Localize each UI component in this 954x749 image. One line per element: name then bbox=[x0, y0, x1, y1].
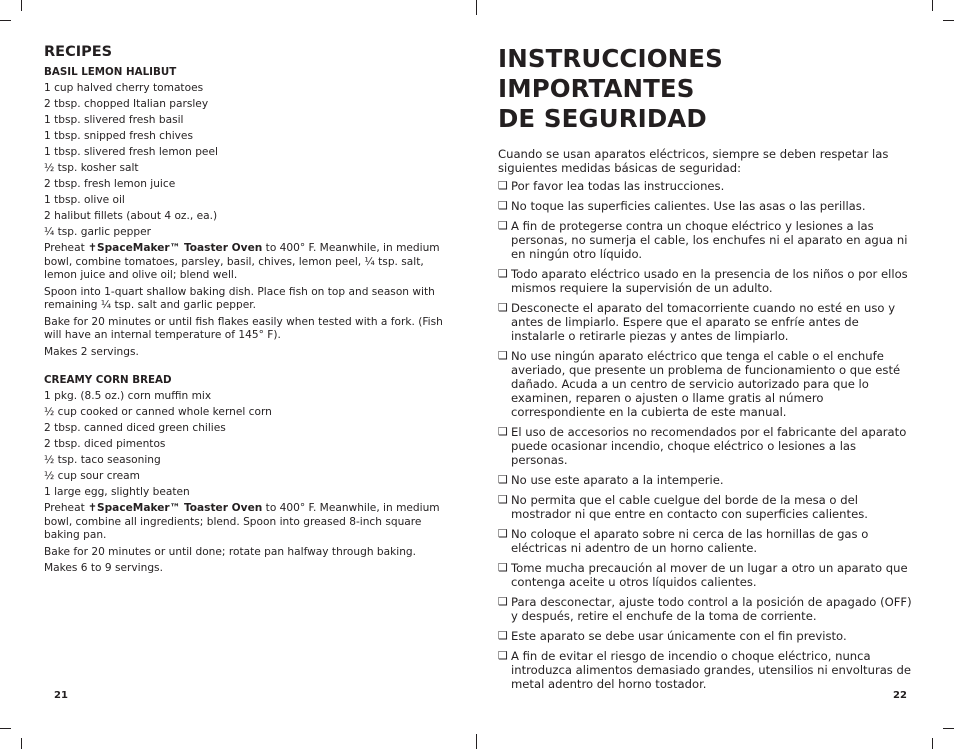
safety-item: ❑ No toque las superficies calientes. Use las asas o las perillas. bbox=[498, 199, 866, 213]
checkbox-icon: ❑ bbox=[498, 649, 508, 662]
title-line: DE SEGURIDAD bbox=[498, 104, 707, 133]
step-text: to 400° F. Meanwhile, in medium bowl, combine tomatoes, parsley, basil, chives, lemon peel, ¼ tsp. salt, lemon juice and olive oil; blend well. bbox=[44, 242, 440, 281]
safety-item: ❑ Todo aparato eléctrico usado en la presencia de los niños o por ellos mismos requiere la supervisión de un adulto. bbox=[498, 267, 908, 295]
instruction-step: Spoon into 1-quart shallow baking dish. Place fish on top and season with remaining ¼ tsp. salt and garlic pepper. bbox=[44, 285, 435, 311]
recipe-creamy-corn-bread bbox=[44, 372, 456, 576]
safety-item: ❑ A fin de protegerse contra un choque eléctrico y lesiones a las personas, no sumerja el cable, los enchufes ni el aparato en agua ni en ningún otro líquido. bbox=[498, 219, 908, 261]
safety-item: ❑ No use ningún aparato eléctrico que tenga el cable o el enchufe averiado, que presente un problema de funcionamiento o que esté dañado. Acuda a un centro de servicio autorizado para que lo examinen, reparen o ajusten o llame gratis al número correspondiente en la cubierta de este manual. bbox=[498, 349, 901, 419]
title-line: INSTRUCCIONES IMPORTANTES bbox=[498, 44, 723, 103]
ingredient-item: ½ cup sour cream bbox=[44, 470, 140, 482]
step-text: Preheat bbox=[44, 502, 89, 514]
checkbox-icon: ❑ bbox=[498, 561, 508, 574]
ingredient-item: 1 pkg. (8.5 oz.) corn muffin mix bbox=[44, 390, 212, 402]
crop-mark-bottom-right-h bbox=[943, 728, 954, 729]
crop-mark-top-right-v bbox=[932, 0, 933, 11]
ingredient-item: 2 halibut fillets (about 4 oz., ea.) bbox=[44, 210, 218, 222]
recipes-page bbox=[44, 42, 456, 579]
instruction-step bbox=[44, 242, 456, 283]
ingredient-item: 2 tbsp. diced pimentos bbox=[44, 438, 166, 450]
safety-item: ❑ Por favor lea todas las instrucciones. bbox=[498, 179, 725, 193]
crop-mark-bottom-right-v bbox=[932, 738, 933, 749]
crop-mark-top-left-v bbox=[21, 0, 22, 11]
checkbox-icon: ❑ bbox=[498, 179, 508, 192]
safety-item: ❑ A fin de evitar el riesgo de incendio o choque eléctrico, nunca introduzca alimentos demasiado grandes, utensilios ni envolturas de metal adentro del horno tostador. bbox=[498, 649, 912, 691]
ingredient-item: 1 tbsp. snipped fresh chives bbox=[44, 130, 193, 142]
safety-item: ❑ Desconecte el aparato del tomacorriente cuando no esté en uso y antes de limpiarlo. Espere que el aparato se enfríe antes de instalarle o retirarle piezas y antes de limpiarlo. bbox=[498, 301, 896, 343]
intro-text: Cuando se usan aparatos eléctricos, siempre se deben respetar las siguientes medidas básicas de seguridad: bbox=[498, 147, 889, 175]
step-text: to 400° F. Meanwhile, in medium bowl, combine all ingredients; blend. Spoon into greased 8-inch square baking pan. bbox=[44, 502, 440, 541]
checkbox-icon: ❑ bbox=[498, 199, 508, 212]
checkbox-icon: ❑ bbox=[498, 349, 508, 362]
checkbox-icon: ❑ bbox=[498, 219, 508, 232]
crop-mark-bottom-center bbox=[476, 734, 477, 749]
safety-item: ❑ No permita que el cable cuelgue del borde de la mesa o del mostrador ni que entre en contacto con superficies calientes. bbox=[498, 493, 868, 521]
checkbox-icon: ❑ bbox=[498, 527, 508, 540]
checkbox-icon: ❑ bbox=[498, 493, 508, 506]
instruction-step: Bake for 20 minutes or until done; rotate pan halfway through baking. bbox=[44, 545, 417, 558]
ingredient-item: ½ tsp. taco seasoning bbox=[44, 454, 161, 466]
ingredient-item: 1 cup halved cherry tomatoes bbox=[44, 82, 204, 94]
safety-item: ❑ Para desconectar, ajuste todo control a la posición de apagado (OFF) y después, retire el enchufe de la toma de corriente. bbox=[498, 595, 912, 623]
crop-mark-bottom-left-h bbox=[0, 728, 11, 729]
crop-mark-top-right-h bbox=[943, 20, 954, 21]
checkbox-icon: ❑ bbox=[498, 267, 508, 280]
page-title bbox=[498, 44, 914, 134]
ingredient-item: 2 tbsp. fresh lemon juice bbox=[44, 178, 176, 190]
product-name: ✝SpaceMaker™ Toaster Oven bbox=[88, 242, 263, 254]
checkbox-icon: ❑ bbox=[498, 629, 508, 642]
crop-mark-top-left-h bbox=[0, 20, 11, 21]
ingredient-item: 1 tbsp. slivered fresh basil bbox=[44, 114, 184, 126]
safety-page bbox=[498, 44, 914, 697]
safety-item: ❑ No coloque el aparato sobre ni cerca de las hornillas de gas o eléctricas ni adentro de un horno caliente. bbox=[498, 527, 869, 555]
ingredient-item: 1 tbsp. olive oil bbox=[44, 194, 125, 206]
ingredient-item: 1 large egg, slightly beaten bbox=[44, 486, 190, 498]
ingredient-item: ½ tsp. kosher salt bbox=[44, 162, 139, 174]
recipe-basil-lemon-halibut bbox=[44, 64, 456, 359]
servings: Makes 2 servings. bbox=[44, 345, 139, 358]
instruction-step: Bake for 20 minutes or until fish flakes easily when tested with a fork. (Fish will have an internal temperature of 145° F). bbox=[44, 315, 443, 341]
crop-mark-top-center bbox=[476, 0, 477, 15]
safety-item: ❑ Este aparato se debe usar únicamente con el fin previsto. bbox=[498, 629, 847, 643]
ingredient-item: ¼ tsp. garlic pepper bbox=[44, 226, 151, 238]
product-name: ✝SpaceMaker™ Toaster Oven bbox=[88, 502, 263, 514]
page-number-right: 22 bbox=[893, 690, 907, 701]
ingredient-item: 2 tbsp. chopped Italian parsley bbox=[44, 98, 209, 110]
checkbox-icon: ❑ bbox=[498, 473, 508, 486]
checkbox-icon: ❑ bbox=[498, 425, 508, 438]
recipe-title: CREAMY CORN BREAD bbox=[44, 374, 172, 386]
checkbox-icon: ❑ bbox=[498, 595, 508, 608]
instruction-step bbox=[44, 502, 456, 543]
page-number-left: 21 bbox=[54, 690, 68, 701]
servings: Makes 6 to 9 servings. bbox=[44, 562, 163, 574]
ingredient-item: 1 tbsp. slivered fresh lemon peel bbox=[44, 146, 218, 158]
recipe-title: BASIL LEMON HALIBUT bbox=[44, 66, 177, 78]
ingredient-item: ½ cup cooked or canned whole kernel corn bbox=[44, 406, 272, 418]
safety-item: ❑ No use este aparato a la intemperie. bbox=[498, 473, 724, 487]
safety-item: ❑ Tome mucha precaución al mover de un lugar a otro un aparato que contenga aceite u otros líquidos calientes. bbox=[498, 561, 908, 589]
step-text: Preheat bbox=[44, 242, 89, 254]
crop-mark-bottom-left-v bbox=[21, 738, 22, 749]
checkbox-icon: ❑ bbox=[498, 301, 508, 314]
safety-item: ❑ El uso de accesorios no recomendados por el fabricante del aparato puede ocasionar incendio, choque eléctrico o lesiones a las personas. bbox=[498, 425, 907, 467]
recipes-heading: RECIPES bbox=[44, 44, 113, 60]
ingredient-item: 2 tbsp. canned diced green chilies bbox=[44, 422, 226, 434]
